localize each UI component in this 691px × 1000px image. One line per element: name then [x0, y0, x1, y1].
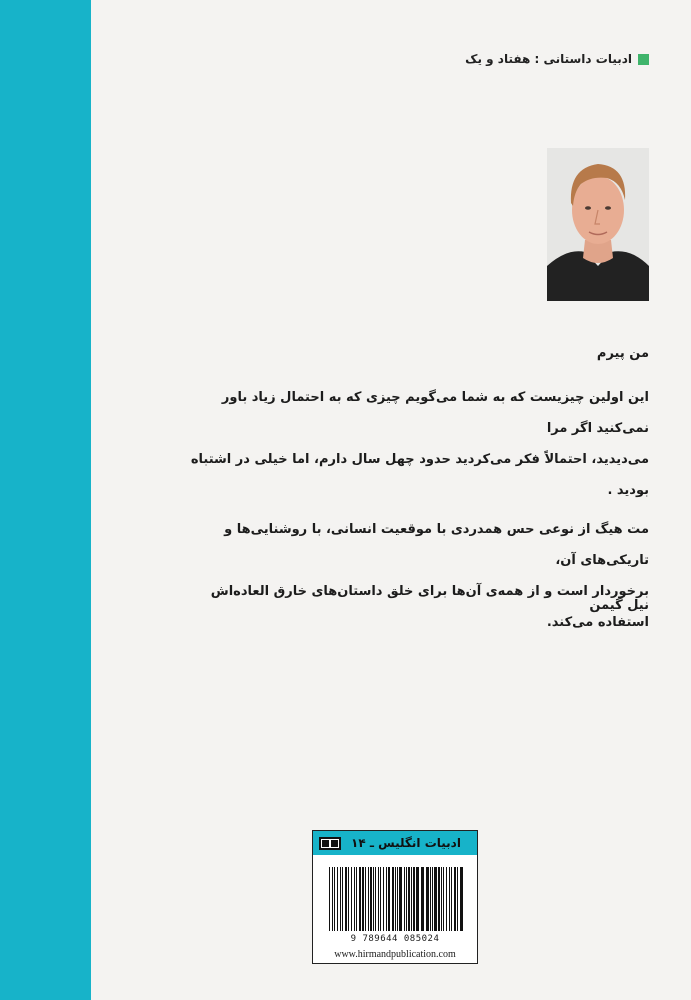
green-square-icon — [638, 54, 649, 65]
barcode-series-header — [313, 831, 477, 855]
barcode-number: 9 789644 085024 — [350, 934, 440, 944]
paragraph-line: می‌دیدید، احتمالاً فکر می‌کردید حدود چهل سال دارم، اما خیلی در اشتباه بودید . — [190, 452, 649, 498]
publisher-website: www.hirmandpublication.com — [334, 949, 456, 960]
paragraph-line: این اولین چیزیست که به شما می‌گویم چیزی که به احتمال زیاد باور نمی‌کنید اگر مرا — [221, 390, 649, 436]
barcode-icon — [327, 867, 465, 931]
book-series-icon — [319, 837, 341, 850]
paragraph-line: برخوردار است و از همه‌ی آن‌ها برای خلق داستان‌های خارق العاده‌اش استفاده می‌کند. — [210, 584, 649, 630]
series-label: ادبیات داستانی : هفتاد و یک — [465, 52, 632, 66]
description-paragraph — [179, 382, 649, 506]
author-portrait-icon — [547, 148, 649, 301]
book-title: من پیرم — [596, 346, 649, 361]
author-photo — [547, 148, 649, 301]
review-paragraph — [179, 514, 649, 638]
barcode-box — [312, 830, 478, 964]
series-header — [465, 52, 649, 66]
english-literature-series-label: ادبیات انگلیس ـ ۱۴ — [351, 836, 461, 850]
spine-color-bar — [0, 0, 91, 1000]
review-signature: نیل گیمن — [589, 598, 649, 613]
paragraph-line: مت هیگ از نوعی حس همدردی با موقعیت انسانی، با روشنایی‌ها و تاریکی‌های آن، — [224, 522, 649, 568]
